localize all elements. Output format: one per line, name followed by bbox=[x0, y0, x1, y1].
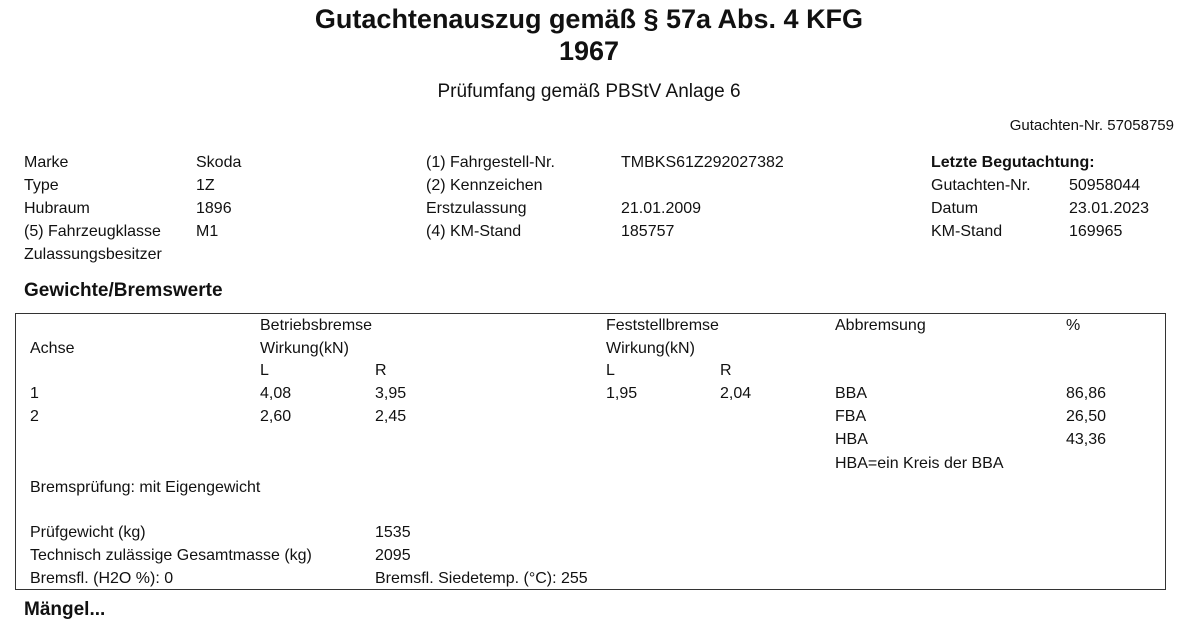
last-inspection-km-label: KM-Stand bbox=[931, 223, 1003, 240]
marke-label: Marke bbox=[24, 154, 69, 171]
bremspruefung-text: Bremsprüfung: mit Eigengewicht bbox=[30, 479, 261, 496]
zulassungsbesitzer-label: Zulassungsbesitzer bbox=[24, 246, 162, 263]
document-subtitle: Prüfumfang gemäß PBStV Anlage 6 bbox=[437, 81, 741, 102]
gesamtmasse-value: 2095 bbox=[375, 547, 411, 564]
last-inspection-datum-label: Datum bbox=[931, 200, 979, 217]
document-title-line1: Gutachtenauszug gemäß § 57a Abs. 4 KFG bbox=[314, 4, 864, 34]
fahrzeugklasse-value: M1 bbox=[196, 223, 219, 240]
report-number: Gutachten-Nr. 57058759 bbox=[1009, 117, 1174, 134]
last-inspection-nr-value: 50958044 bbox=[1069, 177, 1141, 194]
header-feststellbremse: Feststellbremse bbox=[606, 317, 719, 334]
marke-value: Skoda bbox=[196, 154, 242, 171]
row1-achse: 1 bbox=[30, 385, 39, 402]
row1-fest-l: 1,95 bbox=[606, 385, 638, 402]
header-abbremsung: Abbremsung bbox=[835, 317, 926, 334]
row1-fest-r: 2,04 bbox=[720, 385, 752, 402]
bremsfluessigkeit-h2o: Bremsfl. (H2O %): 0 bbox=[30, 570, 174, 587]
header-percent: % bbox=[1066, 317, 1081, 334]
fahrzeugklasse-label: (5) Fahrzeugklasse bbox=[24, 223, 161, 240]
abbremsung-hba-value: 43,36 bbox=[1066, 431, 1107, 448]
footer-partial-heading: Mängel... bbox=[24, 599, 106, 620]
header-betrieb-unit: Wirkung(kN) bbox=[260, 340, 349, 357]
section-title-gewichte: Gewichte/Bremswerte bbox=[24, 280, 223, 301]
fahrgestell-value: TMBKS61Z292027382 bbox=[621, 154, 784, 171]
km-stand-label: (4) KM-Stand bbox=[426, 223, 522, 240]
abbremsung-fba-label: FBA bbox=[835, 408, 867, 425]
pruefgewicht-label: Prüfgewicht (kg) bbox=[30, 524, 146, 541]
header-betriebsbremse: Betriebsbremse bbox=[260, 317, 373, 334]
row2-betrieb-r: 2,45 bbox=[375, 408, 407, 425]
row2-betrieb-l: 2,60 bbox=[260, 408, 292, 425]
header-fest-r: R bbox=[720, 362, 732, 379]
kennzeichen-label: (2) Kennzeichen bbox=[426, 177, 543, 194]
abbremsung-fba-value: 26,50 bbox=[1066, 408, 1107, 425]
last-inspection-heading: Letzte Begutachtung: bbox=[931, 154, 1095, 171]
row1-betrieb-l: 4,08 bbox=[260, 385, 292, 402]
abbremsung-hba-label: HBA bbox=[835, 431, 868, 448]
fahrgestell-label: (1) Fahrgestell-Nr. bbox=[426, 154, 555, 171]
km-stand-value: 185757 bbox=[621, 223, 675, 240]
abbremsung-bba-label: BBA bbox=[835, 385, 868, 402]
gesamtmasse-label: Technisch zulässige Gesamtmasse (kg) bbox=[30, 547, 312, 564]
header-betrieb-l: L bbox=[260, 362, 269, 379]
bremsfluessigkeit-siedetemp: Bremsfl. Siedetemp. (°C): 255 bbox=[375, 570, 588, 587]
type-value: 1Z bbox=[196, 177, 215, 194]
erstzulassung-value: 21.01.2009 bbox=[621, 200, 702, 217]
header-fest-unit: Wirkung(kN) bbox=[606, 340, 695, 357]
row2-achse: 2 bbox=[30, 408, 39, 425]
pruefgewicht-value: 1535 bbox=[375, 524, 411, 541]
last-inspection-datum-value: 23.01.2023 bbox=[1069, 200, 1150, 217]
last-inspection-nr-label: Gutachten-Nr. bbox=[931, 177, 1031, 194]
document-title-line2: 1967 bbox=[558, 36, 620, 66]
header-achse: Achse bbox=[30, 340, 75, 357]
header-betrieb-r: R bbox=[375, 362, 387, 379]
header-fest-l: L bbox=[606, 362, 615, 379]
type-label: Type bbox=[24, 177, 59, 194]
hba-note: HBA=ein Kreis der BBA bbox=[835, 455, 1004, 472]
last-inspection-km-value: 169965 bbox=[1069, 223, 1123, 240]
erstzulassung-label: Erstzulassung bbox=[426, 200, 527, 217]
abbremsung-bba-value: 86,86 bbox=[1066, 385, 1107, 402]
row1-betrieb-r: 3,95 bbox=[375, 385, 407, 402]
hubraum-label: Hubraum bbox=[24, 200, 90, 217]
hubraum-value: 1896 bbox=[196, 200, 232, 217]
